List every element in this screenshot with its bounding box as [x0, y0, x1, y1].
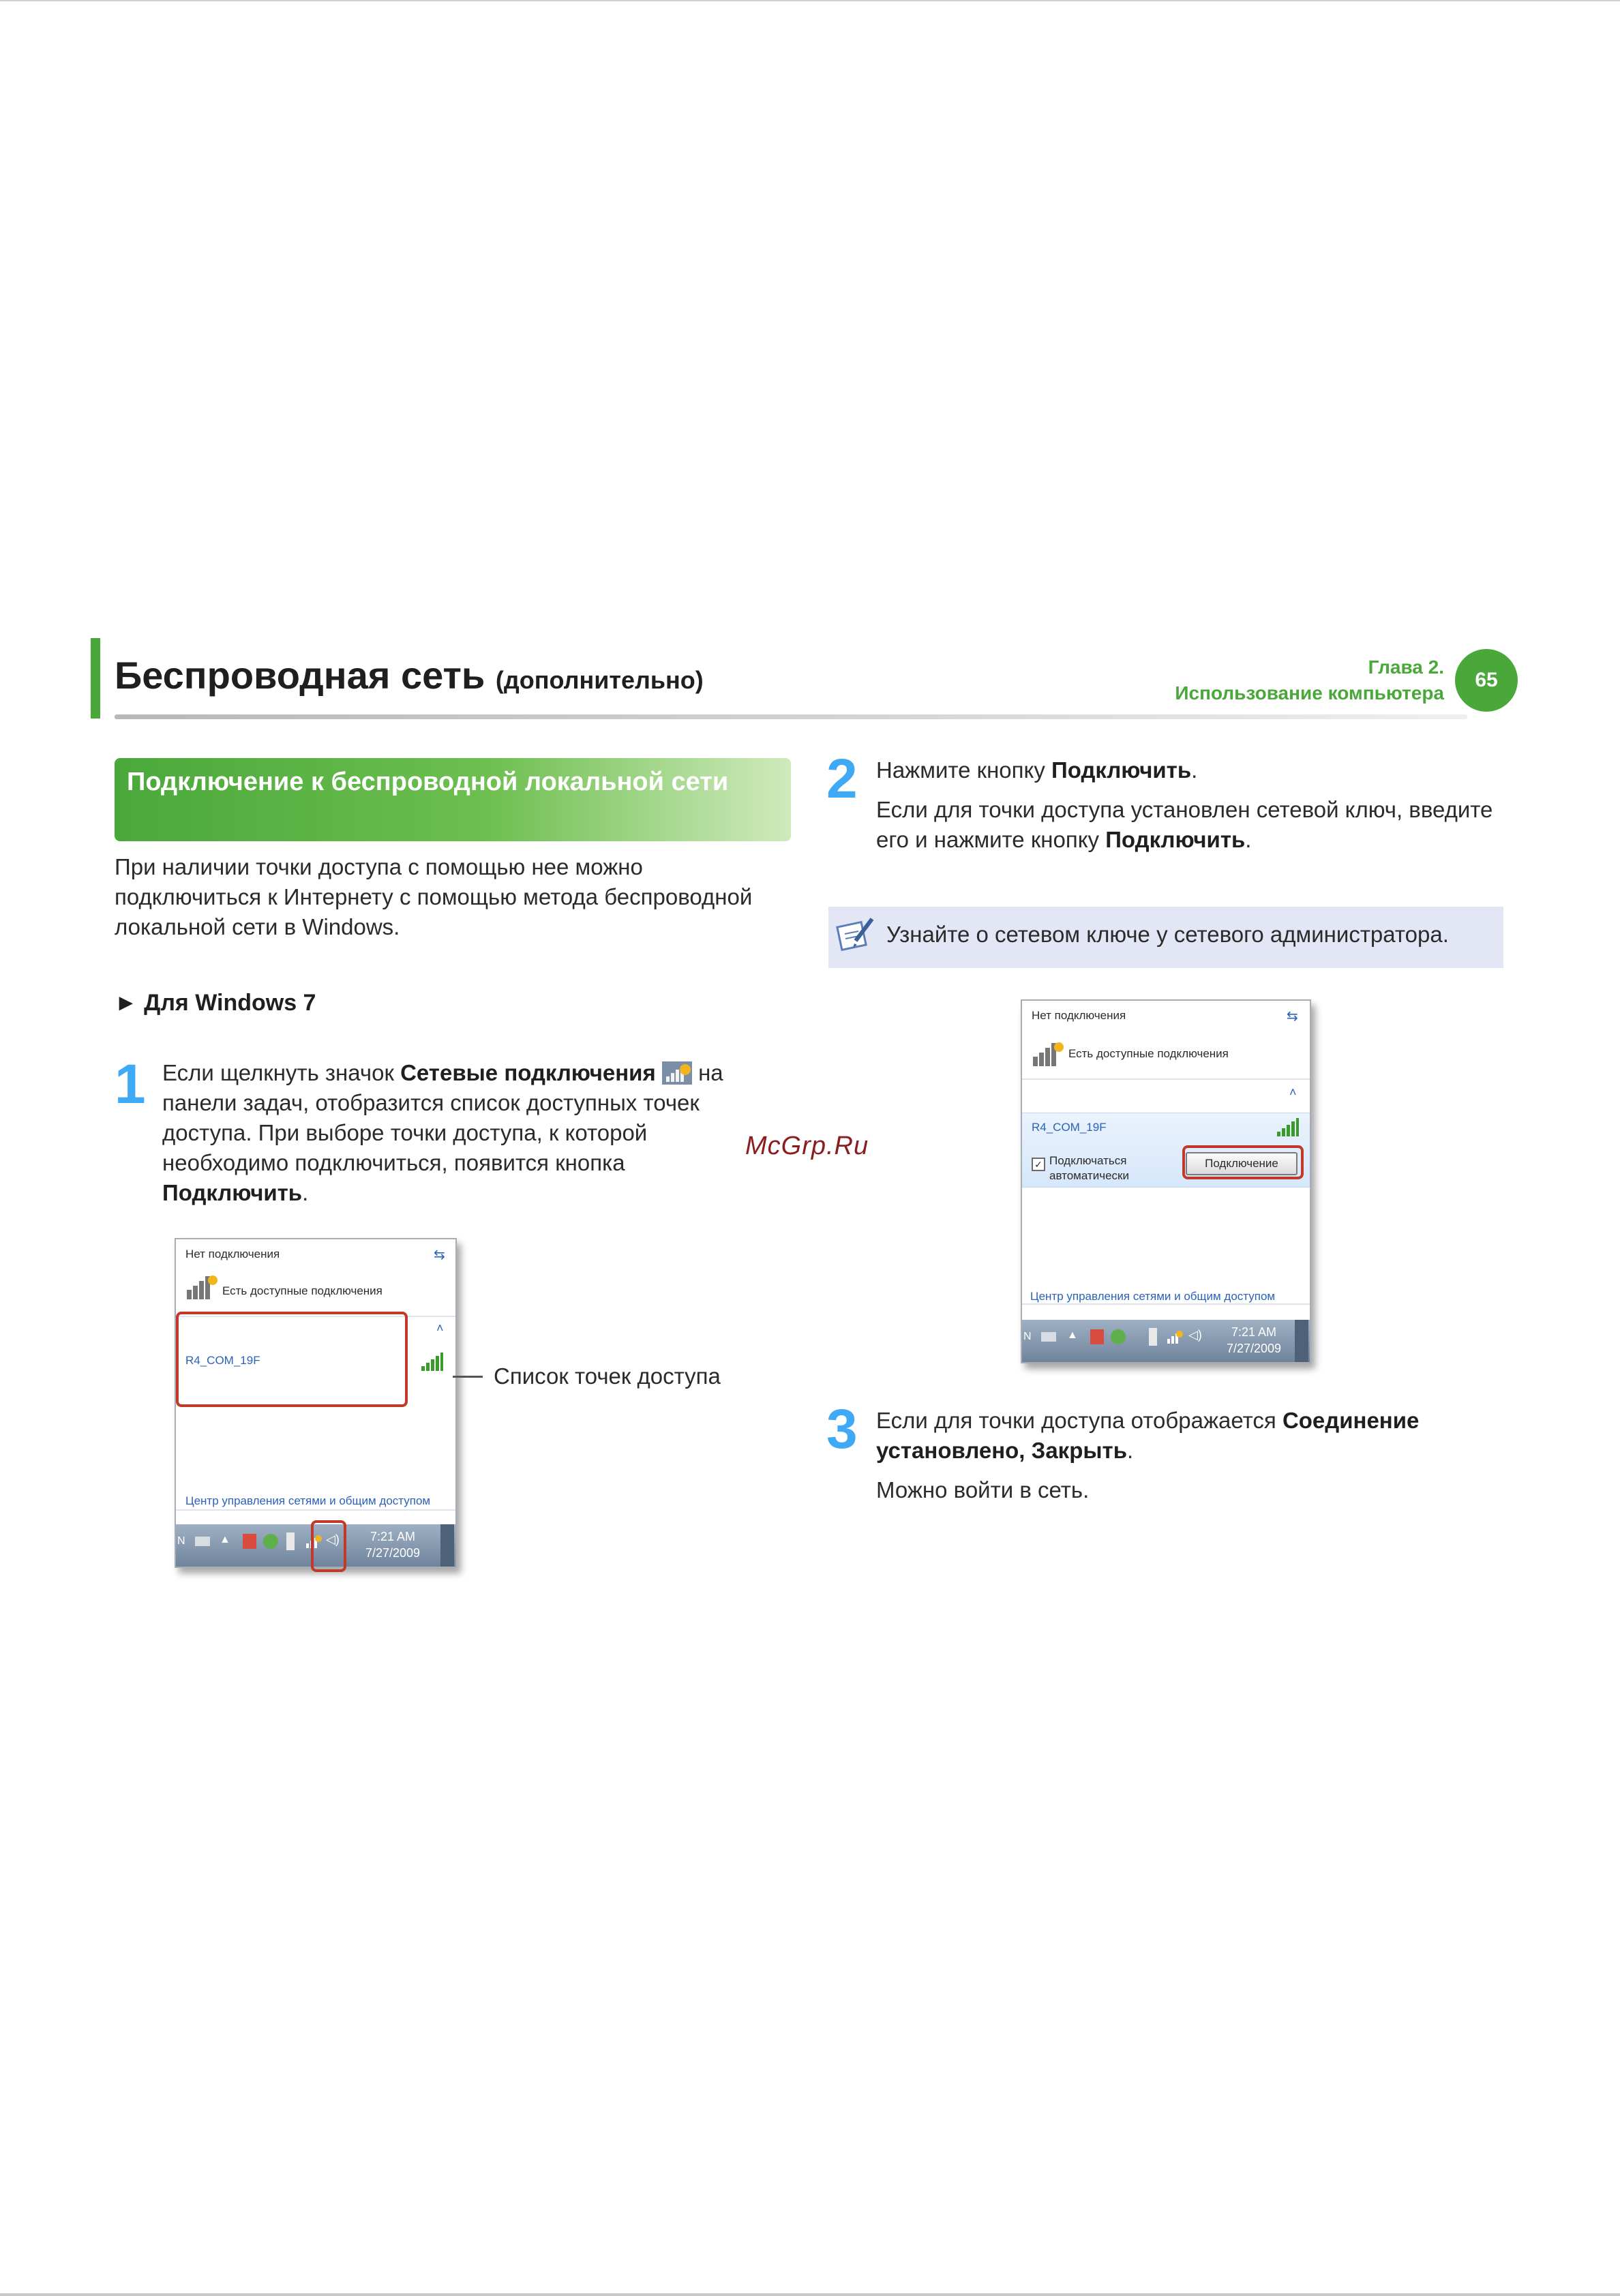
- section-title: Подключение к беспроводной локальной сети: [127, 768, 729, 796]
- page-title-main: Беспроводная сеть: [115, 654, 485, 697]
- step-3-line-1-a: Если для точки доступа отображается: [876, 1408, 1282, 1433]
- step-2-line-2: [876, 795, 1517, 855]
- top-border: [0, 0, 1620, 1]
- refresh-icon[interactable]: ⇆: [1287, 1009, 1298, 1024]
- available-connections-label: Есть доступные подключения: [1068, 1047, 1229, 1060]
- no-connection-label: Нет подключения: [1032, 1009, 1126, 1022]
- taskbar: [1022, 1320, 1310, 1362]
- network-center-link[interactable]: Центр управления сетями и общим доступом: [185, 1494, 431, 1507]
- network-center-link[interactable]: Центр управления сетями и общим доступом: [1030, 1290, 1276, 1303]
- action-center-icon[interactable]: [243, 1534, 256, 1549]
- step-3-line-1: [876, 1406, 1517, 1466]
- popup-divider: [1022, 1303, 1310, 1305]
- keyboard-icon[interactable]: [195, 1537, 210, 1546]
- tray-date: 7/27/2009: [1226, 1342, 1282, 1355]
- language-indicator[interactable]: N: [177, 1535, 185, 1547]
- connect-button[interactable]: Подключение: [1186, 1152, 1298, 1175]
- step-1-text-b: на панели задач, отобразится список доступных точек доступа. При выборе точки доступа, к которой необходимо подключиться, появится кнопка: [162, 1060, 723, 1175]
- wifi-strength-icon: [1276, 1118, 1299, 1137]
- collapse-icon[interactable]: ˄: [1289, 1085, 1297, 1099]
- network-tray-icon[interactable]: [1167, 1329, 1183, 1344]
- battery-icon[interactable]: [1149, 1328, 1157, 1346]
- network-popup-2: [1021, 999, 1311, 1363]
- note-text: Узнайте о сетевом ключе у сетевого администратора.: [886, 922, 1449, 947]
- popup-divider: [176, 1509, 455, 1511]
- step-2-line-1-a: Нажмите кнопку: [876, 757, 1052, 783]
- step-2-text: [876, 755, 1517, 855]
- step-1-text-c: .: [302, 1180, 309, 1205]
- step-3-number: 3: [826, 1398, 858, 1460]
- callout-line: [453, 1376, 483, 1378]
- chapter-number: Глава 2.: [1368, 656, 1444, 678]
- note-pencil-icon: [835, 913, 876, 954]
- tray-time: 7:21 AM: [1231, 1325, 1277, 1339]
- network-name-item[interactable]: R4_COM_19F: [185, 1354, 260, 1367]
- step-1-text-a: Если щелкнуть значок: [162, 1060, 401, 1085]
- action-center-icon[interactable]: [1090, 1329, 1104, 1344]
- step-2-line-1: [876, 755, 1517, 785]
- language-indicator[interactable]: N: [1023, 1331, 1032, 1342]
- tray-clock[interactable]: [1220, 1324, 1288, 1357]
- callout-label: Список точек доступа: [494, 1363, 721, 1389]
- show-hidden-icons-icon[interactable]: ▲: [220, 1534, 230, 1545]
- title-accent-bar: [91, 638, 100, 719]
- connect-button-highlight: [1182, 1145, 1304, 1179]
- show-desktop-button[interactable]: [1295, 1320, 1308, 1362]
- auto-connect-checkbox[interactable]: ✓: [1032, 1158, 1045, 1171]
- step-2-line-1-c: .: [1191, 757, 1198, 783]
- page-number-badge: 65: [1455, 649, 1518, 712]
- show-desktop-button[interactable]: [440, 1524, 454, 1567]
- step-3-line-1-c: .: [1126, 1438, 1134, 1463]
- step-2-number: 2: [826, 748, 858, 810]
- step-2-line-2-c: .: [1245, 827, 1252, 852]
- battery-icon[interactable]: [286, 1532, 295, 1550]
- intro-paragraph: При наличии точки доступа с помощью нее можно подключиться к Интернету с помощью метода беспроводной локальной сети в Windows.: [115, 854, 753, 939]
- tray-clock[interactable]: [359, 1528, 427, 1561]
- step-1-text: [162, 1058, 762, 1208]
- collapse-icon[interactable]: ˄: [436, 1321, 444, 1335]
- chapter-title: Использование компьютера: [1175, 682, 1444, 704]
- page-title-sub: (дополнительно): [495, 666, 704, 694]
- refresh-icon[interactable]: ⇆: [434, 1248, 445, 1263]
- no-connection-label: Нет подключения: [185, 1248, 280, 1260]
- step-2-line-2-a: Если для точки доступа установлен сетевой ключ, введите его и нажмите кнопку: [876, 797, 1493, 852]
- step-1-bold-a: Сетевые подключения: [400, 1060, 656, 1085]
- windows-version-heading: ► Для Windows 7: [115, 990, 316, 1016]
- keyboard-icon[interactable]: [1041, 1332, 1056, 1342]
- tray-date: 7/27/2009: [365, 1546, 421, 1560]
- step-2-line-2-b: Подключить: [1105, 827, 1246, 852]
- auto-connect-label: [1049, 1153, 1129, 1183]
- step-3-line-1-b: Соединение установлено, Закрыть: [876, 1408, 1420, 1463]
- watermark: McGrp.Ru: [745, 1132, 869, 1160]
- show-hidden-icons-icon[interactable]: ▲: [1067, 1329, 1078, 1341]
- auto-connect-label-line-2: автоматически: [1049, 1169, 1129, 1182]
- step-1-bold-b: Подключить: [162, 1180, 303, 1205]
- signal-bars-icon: [1032, 1039, 1066, 1068]
- network-tray-icon: [662, 1061, 692, 1085]
- auto-connect-label-line-1: Подключаться: [1049, 1154, 1127, 1167]
- security-icon[interactable]: [263, 1534, 278, 1549]
- step-1-number: 1: [115, 1053, 146, 1115]
- wifi-strength-icon: [420, 1353, 443, 1372]
- signal-bars-icon: [185, 1272, 220, 1301]
- page-title: [115, 653, 704, 697]
- network-list-highlight: [176, 1312, 408, 1407]
- volume-icon[interactable]: ◁): [326, 1532, 340, 1546]
- volume-icon[interactable]: ◁): [1188, 1328, 1202, 1342]
- step-2-line-1-b: Подключить: [1051, 757, 1192, 783]
- step-3-line-2: Можно войти в сеть.: [876, 1477, 1090, 1502]
- header-divider: [115, 714, 1467, 719]
- network-name-item[interactable]: R4_COM_19F: [1032, 1121, 1107, 1134]
- security-icon[interactable]: [1111, 1329, 1126, 1344]
- tray-icon-highlight: [311, 1520, 346, 1572]
- available-connections-label: Есть доступные подключения: [222, 1284, 382, 1297]
- tray-time: 7:21 AM: [370, 1530, 416, 1543]
- step-3-text: [876, 1406, 1517, 1505]
- popup-divider: [1022, 1078, 1310, 1080]
- chapter-label: [1175, 654, 1444, 706]
- bottom-border: [0, 2293, 1620, 2296]
